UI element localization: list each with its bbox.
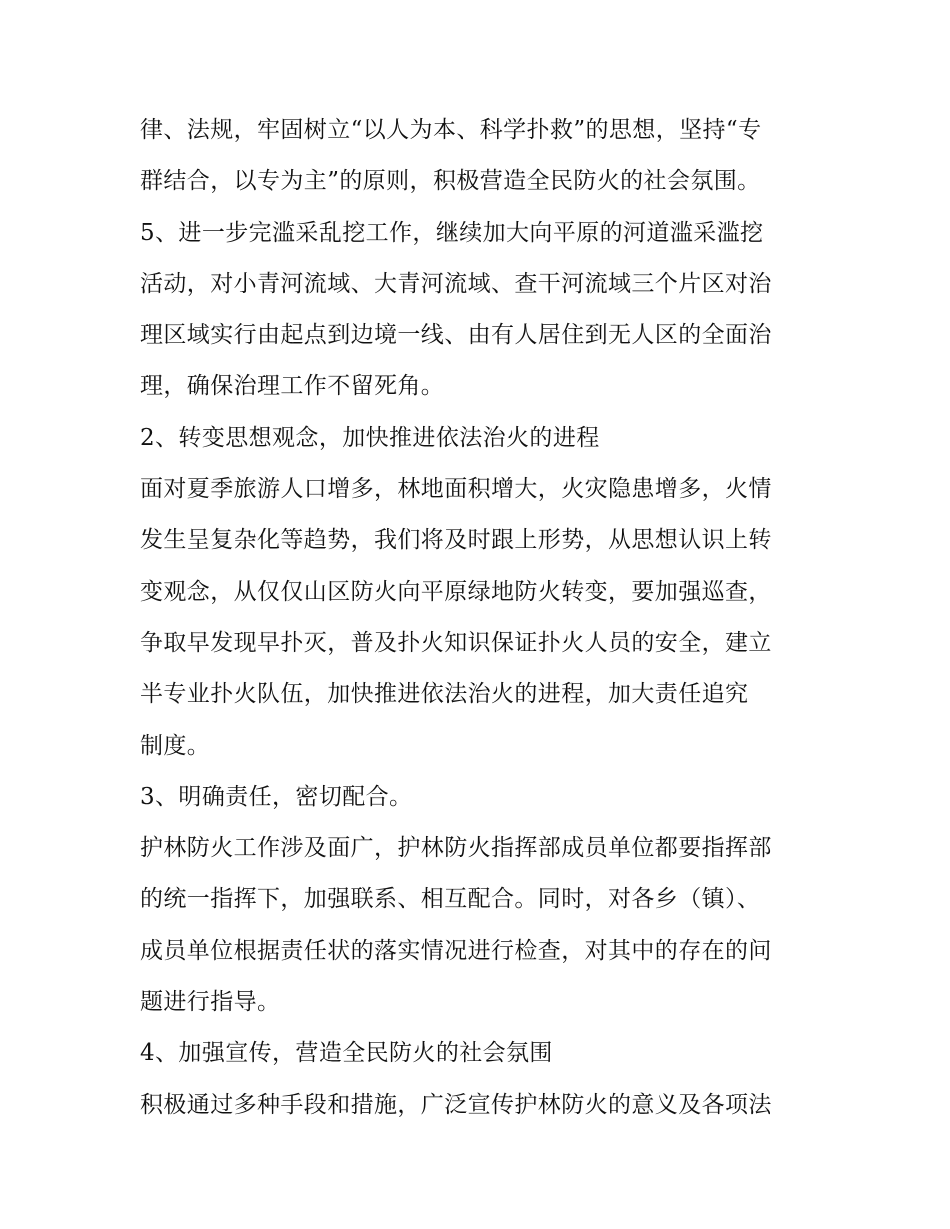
text-line: 积极通过多种手段和措施，广泛宣传护林防火的意义及各项法	[140, 1091, 772, 1118]
section-heading: 4、加强宣传，营造全民防火的社会氛围	[140, 1040, 553, 1067]
text-line: 制度。	[140, 732, 211, 759]
section-heading: 3、明确责任，密切配合。	[140, 783, 413, 810]
section-heading: 5、进一步完滥采乱挖工作，继续加大向平原的河道滥采滥挖	[140, 219, 764, 246]
text-line: 的统一指挥下，加强联系、相互配合。同时，对各乡（镇）、	[140, 886, 761, 913]
text-line: 理区域实行由起点到边境一线、由有人居住到无人区的全面治	[140, 322, 772, 349]
text-line: 律、法规，牢固树立“以人为本、科学扑救”的思想，坚持“专	[140, 117, 762, 143]
text-line: 护林防火工作涉及面广，护林防火指挥部成员单位都要指挥部	[140, 835, 772, 862]
text-line: 理，确保治理工作不留死角。	[140, 373, 445, 400]
text-line: 面对夏季旅游人口增多，林地面积增大，火灾隐患增多，火情	[140, 476, 772, 503]
text-line: 发生呈复杂化等趋势，我们将及时跟上形势，从思想认识上转	[140, 527, 772, 554]
text-line: 活动，对小青河流域、大青河流域、查干河流域三个片区对治	[140, 270, 772, 297]
text-line: 变观念，从仅仅山区防火向平原绿地防火转变，要加强巡查，	[140, 578, 772, 605]
text-line: 成员单位根据责任状的落实情况进行检查，对其中的存在的问	[140, 937, 772, 964]
text-line: 半专业扑火队伍，加快推进依法治火的进程，加大责任追究	[140, 681, 749, 708]
section-heading: 2、转变思想观念，加快推进依法治火的进程	[140, 424, 600, 451]
document-body	[140, 105, 820, 1131]
text-line: 群结合，以专为主”的原则，积极营造全民防火的社会氛围。	[140, 168, 761, 195]
text-line: 争取早发现早扑灭，普及扑火知识保证扑火人员的安全，建立	[140, 629, 772, 656]
text-line: 题进行指导。	[140, 989, 281, 1016]
